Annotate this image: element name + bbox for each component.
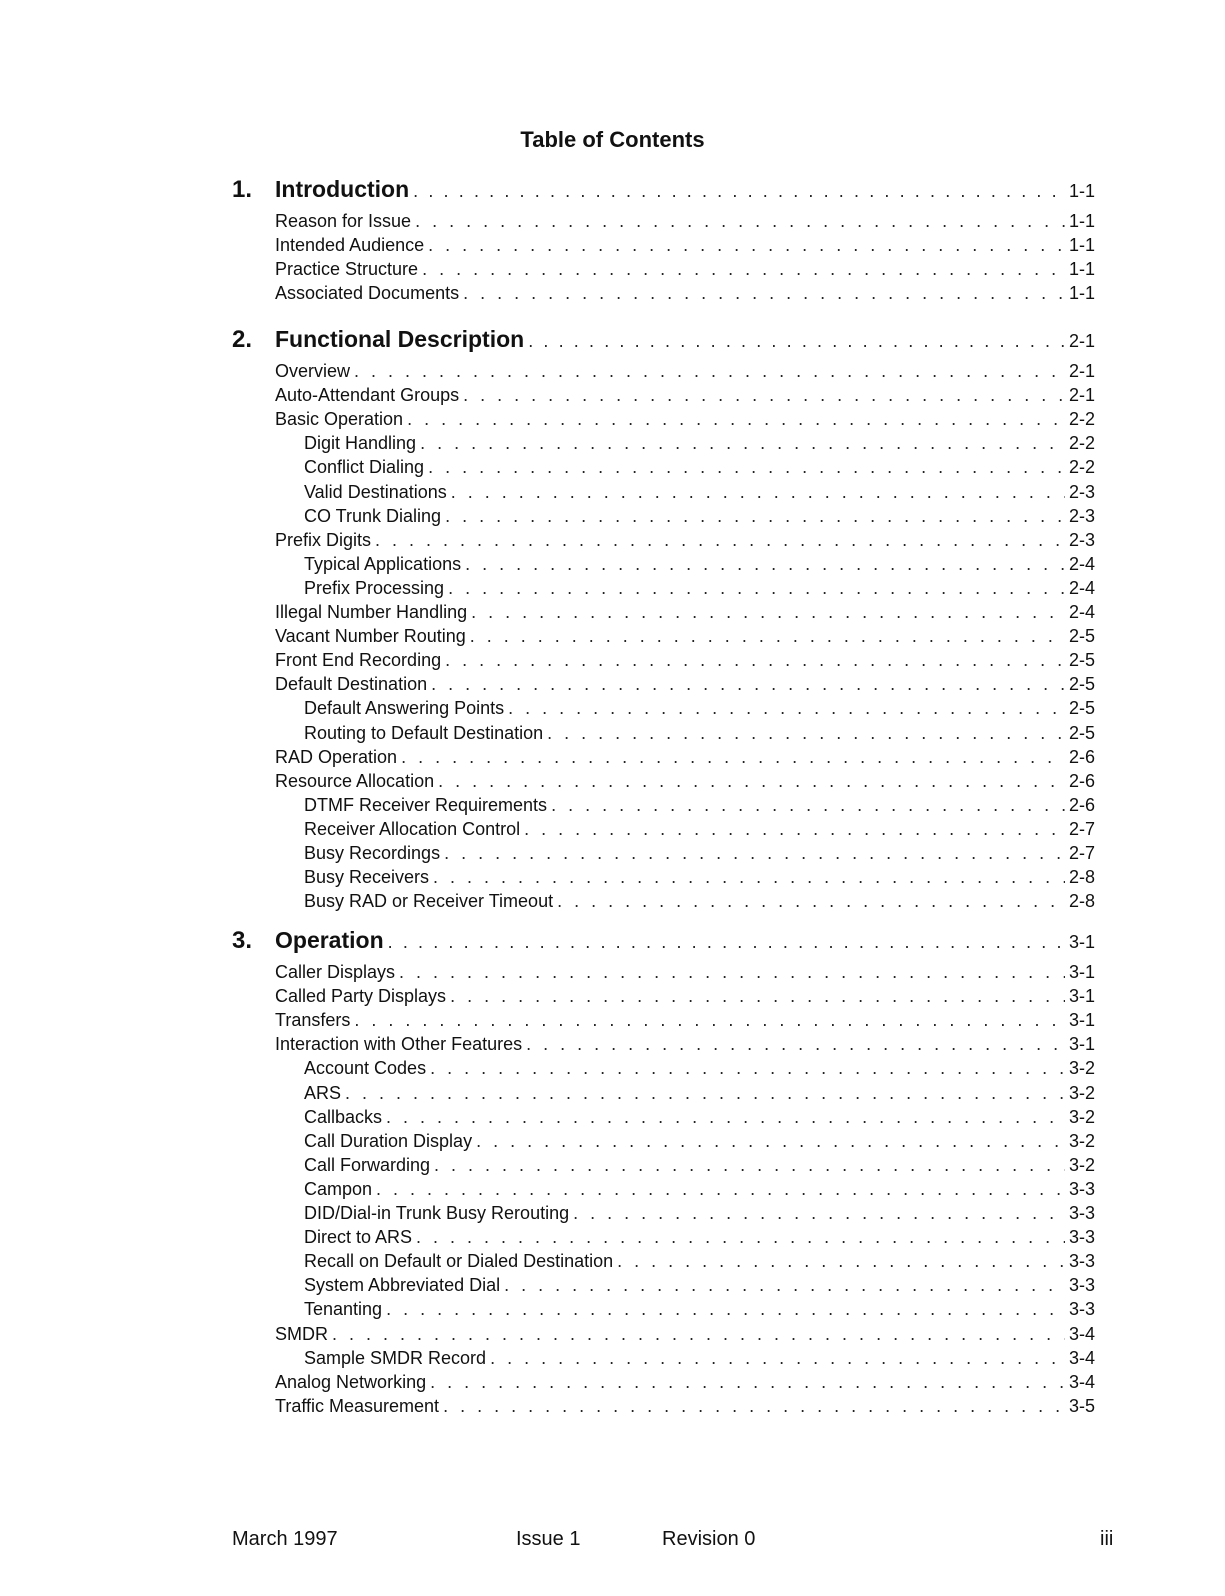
- toc-entry[interactable]: [304, 1275, 1095, 1296]
- dot-leader: [528, 331, 1065, 352]
- toc-entry[interactable]: [275, 626, 1095, 647]
- entry-page-number: 2-5: [1068, 626, 1095, 647]
- dot-leader: [401, 747, 1065, 768]
- section-title: Functional Description: [275, 326, 525, 352]
- entry-page-number: 3-1: [1068, 962, 1095, 982]
- section-number: 1.: [232, 176, 253, 203]
- entry-page-number: 3-3: [1068, 1178, 1095, 1199]
- entry-label: Valid Destinations: [304, 481, 447, 502]
- entry-label: Transfers: [275, 1010, 351, 1031]
- toc-entry[interactable]: [304, 843, 1095, 864]
- dot-leader: [332, 1324, 1065, 1345]
- entry-label: Busy RAD or Receiver Timeout: [304, 891, 554, 912]
- entry-page-number: 3-2: [1068, 1130, 1095, 1151]
- dot-leader: [504, 1275, 1065, 1296]
- entry-label: Busy Recordings: [304, 843, 441, 863]
- entry-page-number: 2-7: [1068, 843, 1095, 863]
- toc-entry[interactable]: [275, 602, 1095, 623]
- toc-entry[interactable]: [275, 771, 1095, 792]
- entry-label: Digit Handling: [304, 433, 417, 454]
- dot-leader: [551, 795, 1065, 816]
- toc-entry[interactable]: [304, 1058, 1095, 1079]
- dot-leader: [470, 626, 1065, 647]
- entry-label: DTMF Receiver Requirements: [304, 794, 548, 815]
- toc-entry[interactable]: [304, 457, 1095, 478]
- entry-label: Default Answering Points: [304, 698, 505, 719]
- dot-leader: [422, 259, 1065, 280]
- dot-leader: [445, 506, 1065, 527]
- entry-label: SMDR: [275, 1323, 328, 1344]
- toc-entry[interactable]: [275, 962, 1095, 983]
- entry-label: Call Duration Display: [304, 1130, 473, 1151]
- toc-entry[interactable]: [304, 723, 1095, 744]
- dot-leader: [345, 1083, 1065, 1104]
- entry-page-number: 2-4: [1068, 602, 1095, 622]
- footer-issue: Issue 1: [516, 1528, 581, 1550]
- entry-page-number: 3-1: [1068, 1034, 1095, 1055]
- entry-label: Called Party Displays: [275, 986, 447, 1007]
- entry-label: ARS: [304, 1082, 342, 1103]
- entry-label: CO Trunk Dialing: [304, 505, 442, 526]
- entry-label: Vacant Number Routing: [275, 626, 466, 647]
- toc-entry[interactable]: [304, 867, 1095, 888]
- entry-label: RAD Operation: [275, 746, 398, 767]
- entry-page-number: 1-1: [1068, 235, 1095, 256]
- entry-page-number: 3-2: [1068, 1154, 1095, 1175]
- toc-entry[interactable]: [275, 235, 1095, 256]
- dot-leader: [416, 1227, 1065, 1248]
- entry-label: Sample SMDR Record: [304, 1347, 487, 1368]
- entry-label: DID/Dial-in Trunk Busy Rerouting: [304, 1203, 570, 1223]
- dot-leader: [526, 1034, 1065, 1055]
- dot-leader: [386, 1299, 1065, 1320]
- dot-leader: [617, 1251, 1065, 1272]
- entry-page-number: 1-1: [1068, 259, 1095, 280]
- toc-entry[interactable]: [275, 650, 1095, 671]
- entry-label: Analog Networking: [275, 1371, 427, 1392]
- section-page-number: 1-1: [1068, 181, 1095, 201]
- entry-page-number: 3-3: [1068, 1299, 1095, 1320]
- toc-entry[interactable]: [275, 283, 1095, 304]
- toc-entry[interactable]: [304, 554, 1095, 575]
- section-number: 2.: [232, 326, 253, 353]
- entry-page-number: 3-3: [1068, 1275, 1095, 1296]
- toc-entry[interactable]: [275, 986, 1095, 1007]
- toc-entry[interactable]: [275, 530, 1095, 551]
- section-page-number: 2-1: [1068, 331, 1095, 351]
- dot-leader: [428, 457, 1065, 478]
- dot-leader: [524, 819, 1065, 840]
- toc-entry[interactable]: [304, 1155, 1095, 1176]
- dot-leader: [430, 1372, 1065, 1393]
- section-number: 3.: [232, 927, 253, 954]
- entry-label: Overview: [275, 361, 351, 381]
- toc-entry[interactable]: [275, 1324, 1095, 1345]
- entry-page-number: 2-5: [1068, 722, 1095, 743]
- toc-entry[interactable]: [304, 698, 1095, 719]
- entry-page-number: 2-1: [1068, 361, 1095, 381]
- entry-label: Callbacks: [304, 1106, 383, 1127]
- toc-entry[interactable]: [275, 409, 1095, 430]
- toc-section-heading[interactable]: [275, 176, 1095, 203]
- dot-leader: [386, 1107, 1065, 1128]
- entry-page-number: 2-2: [1068, 457, 1095, 478]
- entry-label: Auto-Attendant Groups: [275, 385, 460, 406]
- entry-page-number: 3-3: [1068, 1203, 1095, 1223]
- entry-page-number: 3-3: [1068, 1251, 1095, 1272]
- dot-leader: [448, 578, 1065, 599]
- toc-entry[interactable]: [304, 482, 1095, 503]
- toc-entry[interactable]: [304, 1299, 1095, 1320]
- toc-entry[interactable]: [275, 259, 1095, 280]
- toc-entry[interactable]: [304, 1251, 1095, 1272]
- section-page-number: 3-1: [1068, 932, 1095, 952]
- entry-label: Direct to ARS: [304, 1227, 413, 1248]
- dot-leader: [431, 674, 1065, 695]
- toc-entry[interactable]: [304, 1083, 1095, 1104]
- entry-page-number: 2-7: [1068, 818, 1095, 839]
- entry-label: Conflict Dialing: [304, 457, 425, 478]
- entry-page-number: 3-1: [1068, 986, 1095, 1007]
- entry-page-number: 3-4: [1068, 1323, 1095, 1344]
- dot-leader: [430, 1058, 1065, 1079]
- entry-page-number: 2-8: [1068, 867, 1095, 888]
- dot-leader: [443, 1396, 1065, 1417]
- entry-page-number: 3-3: [1068, 1227, 1095, 1248]
- toc-entry[interactable]: [275, 1372, 1095, 1393]
- dot-leader: [547, 723, 1065, 744]
- entry-page-number: 3-2: [1068, 1106, 1095, 1127]
- entry-page-number: 2-5: [1068, 698, 1095, 719]
- dot-leader: [413, 181, 1065, 202]
- footer-page-number: iii: [1100, 1528, 1114, 1550]
- dot-leader: [508, 698, 1065, 719]
- entry-label: Interaction with Other Features: [275, 1034, 523, 1055]
- dot-leader: [375, 530, 1065, 551]
- entry-label: Busy Receivers: [304, 867, 430, 888]
- entry-label: Reason for Issue: [275, 211, 412, 231]
- entry-page-number: 3-2: [1068, 1058, 1095, 1079]
- entry-page-number: 2-3: [1068, 481, 1095, 502]
- dot-leader: [433, 867, 1065, 888]
- entry-page-number: 2-5: [1068, 674, 1095, 695]
- entry-label: Default Destination: [275, 674, 428, 695]
- toc-entry[interactable]: [304, 1203, 1095, 1224]
- entry-page-number: 2-3: [1068, 505, 1095, 526]
- entry-label: Recall on Default or Dialed Destination: [304, 1251, 614, 1272]
- toc-entry[interactable]: [304, 1107, 1095, 1128]
- entry-page-number: 2-5: [1068, 650, 1095, 671]
- toc-entry[interactable]: [304, 433, 1095, 454]
- toc-entry[interactable]: [275, 361, 1095, 382]
- entry-page-number: 2-4: [1068, 577, 1095, 598]
- dot-leader: [354, 1010, 1065, 1031]
- dot-leader: [434, 1155, 1065, 1176]
- toc-entry[interactable]: [275, 674, 1095, 695]
- dot-leader: [354, 361, 1065, 382]
- entry-label: Account Codes: [304, 1058, 427, 1079]
- dot-leader: [450, 986, 1065, 1007]
- toc-section-heading[interactable]: [275, 326, 1095, 353]
- entry-label: Prefix Processing: [304, 577, 445, 598]
- entry-label: System Abbreviated Dial: [304, 1275, 501, 1296]
- dot-leader: [451, 482, 1065, 503]
- toc-entry[interactable]: [304, 1348, 1095, 1369]
- toc-entry[interactable]: [275, 385, 1095, 406]
- entry-label: Typical Applications: [304, 553, 462, 574]
- entry-label: Campon: [304, 1178, 373, 1199]
- dot-leader: [573, 1203, 1065, 1224]
- entry-label: Traffic Measurement: [275, 1395, 440, 1416]
- entry-label: Associated Documents: [275, 283, 460, 304]
- toc-entry[interactable]: [304, 578, 1095, 599]
- entry-label: Caller Displays: [275, 962, 396, 982]
- page-title: Table of Contents: [520, 127, 705, 152]
- entry-label: Receiver Allocation Control: [304, 818, 521, 839]
- toc-entry[interactable]: [304, 1179, 1095, 1200]
- dot-leader: [407, 409, 1065, 430]
- dot-leader: [490, 1348, 1065, 1369]
- entry-label: Front End Recording: [275, 650, 442, 671]
- entry-page-number: 2-3: [1068, 529, 1095, 550]
- toc-entry[interactable]: [304, 795, 1095, 816]
- entry-page-number: 2-6: [1068, 746, 1095, 767]
- toc-entry[interactable]: [275, 747, 1095, 768]
- entry-page-number: 3-4: [1068, 1371, 1095, 1392]
- entry-label: Tenanting: [304, 1299, 383, 1320]
- section-title: Operation: [275, 927, 384, 953]
- toc-entry[interactable]: [275, 1396, 1095, 1417]
- toc-entry[interactable]: [304, 506, 1095, 527]
- dot-leader: [388, 932, 1065, 953]
- toc-entry[interactable]: [304, 891, 1095, 912]
- footer-revision: Revision 0: [662, 1528, 756, 1550]
- entry-page-number: 3-4: [1068, 1347, 1095, 1368]
- entry-page-number: 2-2: [1068, 409, 1095, 430]
- entry-label: Call Forwarding: [304, 1154, 431, 1175]
- entry-label: Basic Operation: [275, 409, 404, 430]
- entry-page-number: 2-8: [1068, 891, 1095, 912]
- dot-leader: [420, 433, 1065, 454]
- entry-page-number: 1-1: [1068, 211, 1095, 231]
- entry-label: Prefix Digits: [275, 529, 372, 550]
- dot-leader: [399, 962, 1065, 983]
- entry-label: Intended Audience: [275, 235, 425, 256]
- entry-page-number: 2-6: [1068, 794, 1095, 815]
- dot-leader: [445, 650, 1065, 671]
- toc-entry[interactable]: [304, 1131, 1095, 1152]
- dot-leader: [428, 235, 1065, 256]
- entry-label: Illegal Number Handling: [275, 602, 468, 622]
- entry-page-number: 1-1: [1068, 283, 1095, 304]
- dot-leader: [376, 1179, 1065, 1200]
- toc-entry[interactable]: [275, 1010, 1095, 1031]
- toc-entry[interactable]: [304, 819, 1095, 840]
- footer-date: March 1997: [232, 1528, 338, 1550]
- entry-page-number: 3-5: [1068, 1395, 1095, 1416]
- entry-page-number: 3-2: [1068, 1082, 1095, 1103]
- dot-leader: [415, 211, 1065, 232]
- toc-entry[interactable]: [304, 1227, 1095, 1248]
- dot-leader: [463, 385, 1065, 406]
- entry-page-number: 2-4: [1068, 553, 1095, 574]
- dot-leader: [444, 843, 1065, 864]
- entry-page-number: 2-6: [1068, 770, 1095, 791]
- dot-leader: [471, 602, 1065, 623]
- toc-entry[interactable]: [275, 1034, 1095, 1055]
- entry-page-number: 2-1: [1068, 385, 1095, 406]
- dot-leader: [465, 554, 1065, 575]
- dot-leader: [438, 771, 1065, 792]
- dot-leader: [463, 283, 1065, 304]
- entry-label: Resource Allocation: [275, 770, 435, 791]
- entry-page-number: 2-2: [1068, 433, 1095, 454]
- toc-section-heading[interactable]: [275, 927, 1095, 954]
- toc-entry[interactable]: [275, 211, 1095, 232]
- dot-leader: [557, 891, 1065, 912]
- entry-page-number: 3-1: [1068, 1010, 1095, 1031]
- section-title: Introduction: [275, 176, 410, 202]
- dot-leader: [476, 1131, 1065, 1152]
- entry-label: Routing to Default Destination: [304, 722, 544, 743]
- entry-label: Practice Structure: [275, 259, 419, 280]
